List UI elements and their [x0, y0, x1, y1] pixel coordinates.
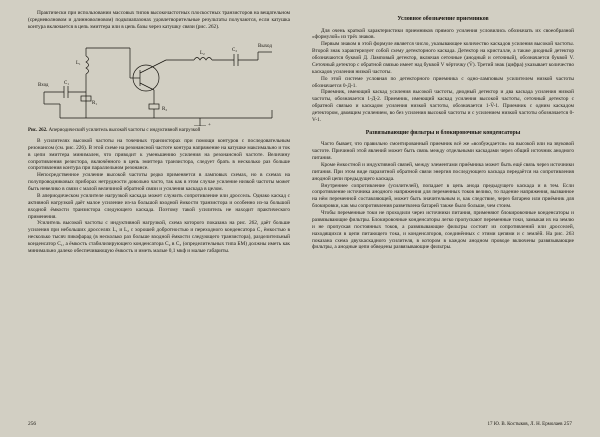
figure-caption: [28, 128, 290, 134]
figure-caption-text: Апериодический усилитель высокой частоты с индуктивной нагрузкой: [48, 127, 201, 133]
schematic-label-c1: C₁: [64, 80, 70, 86]
page-number-left: 256: [28, 421, 37, 427]
paragraph: Часто бывает, что правильно смонтированный приемник всё же «возбуждается» на высокой или на звуковой частоте. Причиной этой явлений может быть связь между отдельными каскадами через общий источник анодного питания.: [312, 141, 574, 162]
paragraph: Непосредственное усиление высокой частоты редко применяется в ламповых схемах, но в схемах на полупроводниковых приборах нетрудности довольно часто, так как в этом случае усиление низкой частоты может быть невелико в связи с малой величиной обратной связи и усиления каскада в целом.: [28, 172, 290, 192]
left-page-column: [28, 10, 290, 255]
figure-262: [28, 34, 290, 134]
paragraph: Внутреннее сопротивление (усилителей), попадает в цепь анода предыдущего каскада и в тем. Если сопротивление источника анодного напряжения для переменных токов велико, то падение напряжения, вызванное на нём переменной составляющей, может быть значительным и, как следствие, через батарею или приёмник для блокировки, как мы сопротивления разветвлена батарей также было больше, чем стоим.: [312, 182, 574, 210]
paragraph: Кроме ёмкостной и индуктивной связей, между элементами приёмника может быть ещё связь через источники питания. При этом виде паразитной обратной связи энергия последующего каскада передаётся на сопротивления анодной цепи предыдущего каскада.: [312, 161, 574, 182]
schematic-label-l2: L₂: [200, 50, 205, 56]
schematic-label-output: Выход: [258, 43, 272, 49]
schematic-label-l1: L₁: [76, 60, 81, 66]
paragraph: В апериодическом усилителе нагрузкой каскада может служить сопротивление или дроссель. Однако каскад с активной нагрузкой даёт малое усиление из-за большой входной ёмкости транзистора и особенно из-за большой входной ёмкости транзистора следующего каскада. Поэтому такой усилитель не находит практического применения.: [28, 192, 290, 220]
paragraph: Приемник, имеющий каскад усиления высокой частоты, диодный детектор и два каскада усиления низкой частоты, обозначается 1-Д-2. Приемник, имеющий каскад усиления высокой частоты, сеточный детектор с обратной связью и каскадом усиления низкой частоты, обозначается 1-V̄-1. Приемник с одним каскадом детектором, двоящим усилением, во без усиления высокой частоты и с усилением низкой частоты обозначается 0-V-1.: [312, 89, 574, 123]
schematic-label-battery: +: [208, 122, 211, 126]
schematic-label-r1: R₁: [92, 100, 98, 106]
circuit-schematic: [34, 34, 284, 126]
schematic-label-r2: R₂: [162, 106, 168, 112]
book-signature: 17 Ю. В. Костыков, Л. Н. Ермолаев: [487, 422, 563, 427]
paragraph: Чтобы переменные токи не проходили через источники питания, применяют блокировочные конденсаторы и развязывающие фильтры. Блокировочные конденсаторы легко пропускают переменные токи, замыкая их на землю и не пропуская постоянных токов, а развязывающие фильтры состоят из сопротивлений или дросселей, находящихся в цепи питающего тока, и конденсаторов, соединённых с этими цепями и с землёй. На рис. 263 показана схема двухкаскадного усилителя, в котором в каждом анодном проводе включены развязывающие фильтры, а анодные цепи обведены развязывающие фильтры.: [312, 210, 574, 251]
paragraph: По этой системе условная по детекторного приемника с одно-ламповым усилителем низкой частоты обозначается 0-Д-1.: [312, 75, 574, 89]
paragraph: Усилитель высокой частоты с индуктивной нагрузкой, схема которого показана на рис. 262, даёт больше усиления при небольших дросселях L₁ и L₂ с хорошей добротностью и переходного конденсатора С₁ ёмкостью в несколько тысяч пикофарад (в несколько раз больше входной ёмкости следующего транзистора), разделительный конденсатор С₁, а ёмкость стабилизирующего конденсатора С₂ в С₃ (определительных типа БМ) должны иметь как минимально далеко обеспечивающую ёмкость и иметь малые 0,1 мкф и малые габариты.: [28, 220, 290, 254]
page-number-right: 257: [563, 421, 572, 427]
paragraph: Для очень краткой характеристики приемников прямого усиления условились обозначать их своеобразной «формулой» из трёх знаков.: [312, 27, 574, 41]
page-footer-right: [487, 421, 572, 427]
right-page-column: [312, 10, 574, 251]
schematic-label-c2: C₂: [232, 47, 238, 53]
figure-caption-number: Рис. 262.: [28, 127, 48, 133]
paragraph: В усилителях высокой частоты на точечных транзисторах при помощи контуров с последовательным резонансом (см. рис. 226). В этой схеме на резонансной частоте контура напряжение на катушке максимально и ток в цепи эмиттера минимален, что приводит к уменьшению усиления на резонансной частоте. Величину сопротивления резистора, включённого в цепь эмиттера транзистора, следует брать в несколько раз больше сопротивления контура при параллельном резонансе.: [28, 137, 290, 172]
section-heading: Условное обозначение приемников: [397, 16, 489, 22]
paragraph: Первым знаком в этой формуле является число, указывающее количество каскадов усиления высокой частоты. Второй знак характеризует собой схему детекторного каскада. Детектор на кристалле, а также диодный детектор обозначаются буквой Д. Ламповый детектор, включая сеточные (анодный и сеточный), обозначается буквой V. Сеточный детектор с обратной связью имеет над буквой V чёрточку (V̄). Третий знак (цифра) указывает количество каскадов усиления низкой частоты.: [312, 41, 574, 75]
paragraph: Практически при использовании массовых типов высокочастотных плоскостных транзисторов на вещательном (средневолновом и длинноволновом) подвлиапазонах удовлетворительные результаты получаются, если катушка контура включается в цепь эмиттера или в цепь базы через катушку связи (рис. 262).: [28, 10, 290, 30]
section-heading: Развязывающие фильтры и блокировочные конденсаторы: [365, 129, 521, 136]
schematic-label-input: Вход: [38, 82, 49, 88]
